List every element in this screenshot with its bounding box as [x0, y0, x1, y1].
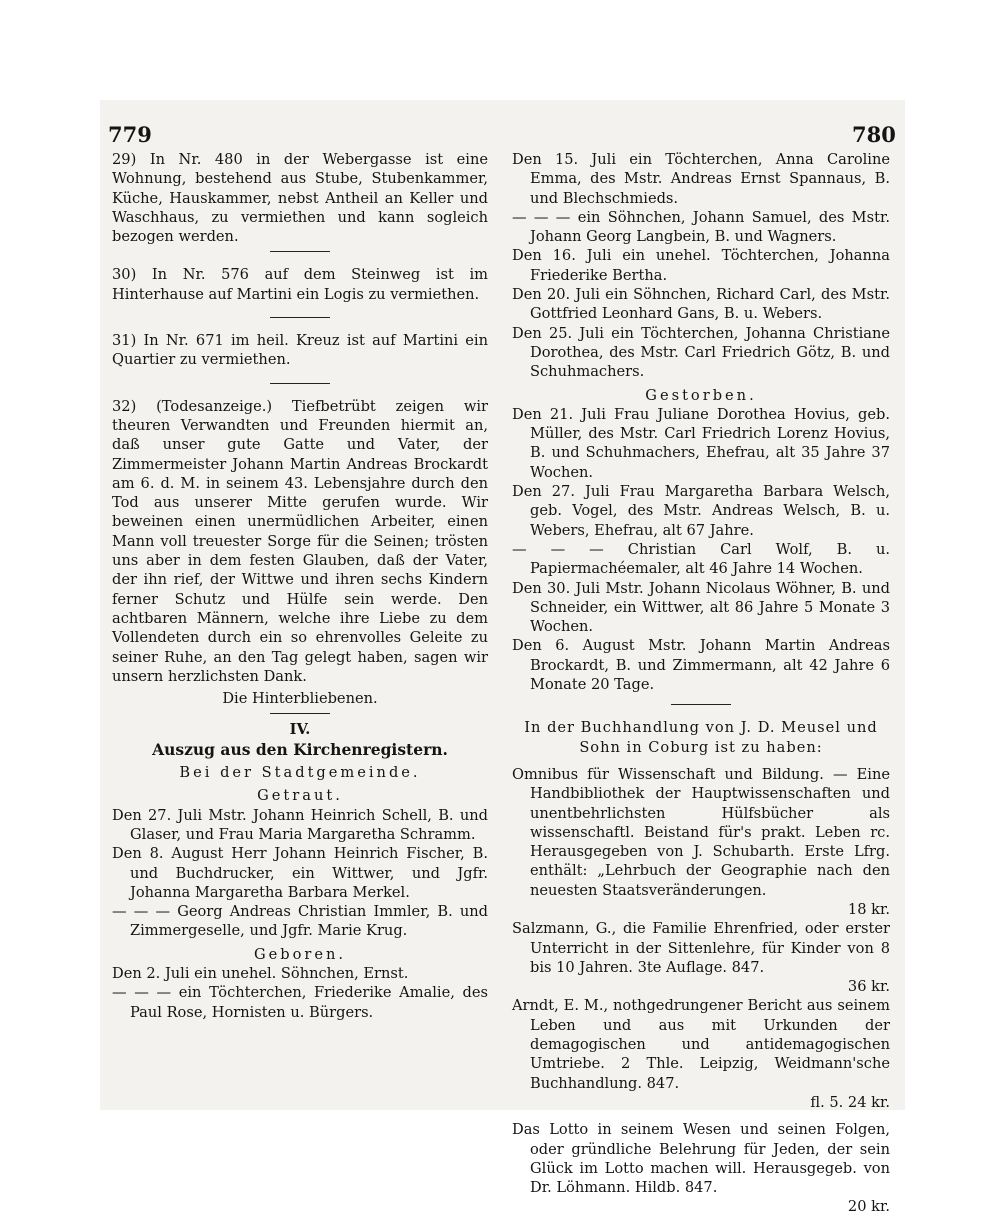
- section-numeral: IV.: [289, 721, 311, 739]
- book-description: Omnibus für Wissenschaft und Bildung. — Eine Handbibliothek der Hauptwissenschaften und unentbehrlichsten Hülfsbücher als wissenschaftl. Beistand für's prakt. Leben rc. Herausgegeben von J. Schubarth. Erste Lfrg. enthält: „Lehrbuch der Geographie nach den neuesten Staatsveränderungen.: [512, 765, 890, 899]
- ad-30: 30) In Nr. 576 auf dem Steinweg ist im Hinterhause auf Martini ein Logis zu vermiethen.: [112, 266, 488, 303]
- ad-32-death-notice: 32) (Todesanzeige.) Tiefbetrübt zeigen wir theuren Verwandten und Freunden hiermit an, daß unser gute Gatte und Vater, der Zimmermeister Johann Martin Andreas Brockardt am 6. d. M. in seinem 43. Lebensjahre durch den Tod aus unserer Mitte gerufen wurde. Wir beweinen einen unermüdlichen Arbeiter, einen Mann voll treuester Sorge für die Seinen; trösten uns aber in dem festen Glauben, daß der Vater, der ihn rief, der Wittwe und ihren sechs Kindern ferner Schutz und Hülfe sein werde. Den achtbaren Männern, welche ihre Liebe zu dem Vollendeten durch ein so ehrenvolles Geleite zu seiner Ruhe, an den Tag gelegt haben, sagen wir unsern herzlichsten Dank.: [112, 397, 488, 685]
- signature: Die Hinterbliebenen.: [222, 690, 378, 708]
- marriage-entry: — — — Georg Andreas Christian Immler, B. und Zimmergeselle, und Jgfr. Marie Krug.: [112, 903, 488, 940]
- subsection-title: Bei der Stadtgemeinde.: [179, 764, 421, 782]
- birth-entry: Den 16. Juli ein unehel. Töchterchen, Johanna Friederike Bertha.: [512, 247, 890, 284]
- left-column: [112, 150, 488, 1022]
- ad-29: 29) In Nr. 480 in der Webergasse ist eine Wohnung, bestehend aus Stube, Stubenkammer, Küche, Hauskammer, nebst Antheil an Keller und Waschhaus, zu vermiethen und kann sogleich bezogen werden.: [112, 151, 488, 246]
- separator-rule: [270, 317, 330, 318]
- marriage-entry: Den 27. Juli Mstr. Johann Heinrich Schell, B. und Glaser, und Frau Maria Margaretha Schramm.: [112, 806, 488, 843]
- birth-entry: — — — ein Töchterchen, Friederike Amalie, des Paul Rose, Hornisten u. Bürgers.: [112, 984, 488, 1021]
- death-entry: Den 30. Juli Mstr. Johann Nicolaus Wöhner, B. und Schneider, ein Wittwer, alt 86 Jahre 5 Monate 3 Wochen.: [512, 579, 890, 636]
- right-column: [512, 150, 890, 1217]
- birth-entry: Den 20. Juli ein Söhnchen, Richard Carl, des Mstr. Gottfried Leonhard Gans, B. u. Webers.: [512, 286, 890, 323]
- book-listing: [512, 996, 890, 1112]
- book-price: fl. 5. 24 kr.: [810, 1093, 890, 1111]
- heading-gestorben: Gestorben.: [645, 386, 757, 404]
- marriage-entry: Den 8. August Herr Johann Heinrich Fischer, B. und Buchdrucker, ein Wittwer, und Jgfr. Johanna Margaretha Barbara Merkel.: [112, 845, 488, 901]
- book-listing: [512, 919, 890, 996]
- separator-rule: [270, 383, 330, 384]
- birth-entry: Den 15. Juli ein Töchterchen, Anna Caroline Emma, des Mstr. Andreas Ernst Spannaus, B. und Blechschmieds.: [512, 151, 890, 207]
- book-description: Salzmann, G., die Familie Ehrenfried, oder erster Unterricht in der Sittenlehre, für Kinder von 8 bis 10 Jahren. 3te Auflage. 847.: [512, 920, 890, 976]
- bookshop-heading: In der Buchhandlung von J. D. Meusel und Sohn in Coburg ist zu haben:: [524, 719, 878, 756]
- separator-rule: [270, 251, 330, 252]
- book-price: 36 kr.: [847, 978, 890, 996]
- birth-entry: Den 2. Juli ein unehel. Söhnchen, Ernst.: [112, 964, 409, 982]
- book-listing: [512, 765, 890, 919]
- heading-getraut: Getraut.: [257, 787, 343, 805]
- book-price: 20 kr.: [847, 1198, 890, 1216]
- death-entry: Den 21. Juli Frau Juliane Dorothea Hovius, geb. Müller, des Mstr. Carl Friedrich Lorenz Hovius, B. und Schuhmachers, Ehefrau, alt 35 Jahre 37 Wochen.: [512, 405, 890, 481]
- death-entry: Den 27. Juli Frau Margaretha Barbara Welsch, geb. Vogel, des Mstr. Andreas Welsch, B. u. Webers, Ehefrau, alt 67 Jahre.: [512, 483, 890, 539]
- book-description: Das Lotto in seinem Wesen und seinen Folgen, oder gründliche Belehrung für Jeden, der sein Glück im Lotto machen will. Herausgegeb. von Dr. Löhmann. Hildb. 847.: [512, 1121, 890, 1197]
- death-entry: Den 6. August Mstr. Johann Martin Andreas Brockardt, B. und Zimmermann, alt 42 Jahre 6 Monate 20 Tage.: [512, 637, 890, 694]
- book-listing: [512, 1120, 890, 1216]
- separator-rule: [270, 713, 330, 714]
- book-description: Arndt, E. M., nothgedrungener Bericht aus seinem Leben und aus mit Urkunden der demagogischen und antidemagogischen Umtriebe. 2 Thle. Leipzig, Weidmann'sche Buchhandlung. 847.: [512, 997, 890, 1092]
- ad-31: 31) In Nr. 671 im heil. Kreuz ist auf Martini ein Quartier zu vermiethen.: [112, 332, 488, 369]
- death-entry: — — — Christian Carl Wolf, B. u. Papiermachéemaler, alt 46 Jahre 14 Wochen.: [512, 540, 890, 578]
- book-price: 18 kr.: [847, 900, 890, 918]
- page-number-left: 779: [108, 122, 152, 147]
- birth-entry: — — — ein Söhnchen, Johann Samuel, des Mstr. Johann Georg Langbein, B. und Wagners.: [512, 208, 890, 246]
- separator-rule: [671, 704, 731, 705]
- birth-entry: Den 25. Juli ein Töchterchen, Johanna Christiane Dorothea, des Mstr. Carl Friedrich Götz, B. und Schuhmachers.: [512, 324, 890, 381]
- section-title: Auszug aus den Kirchenregistern.: [152, 739, 448, 759]
- heading-geboren: Geboren.: [253, 945, 347, 963]
- page-number-right: 780: [852, 122, 896, 147]
